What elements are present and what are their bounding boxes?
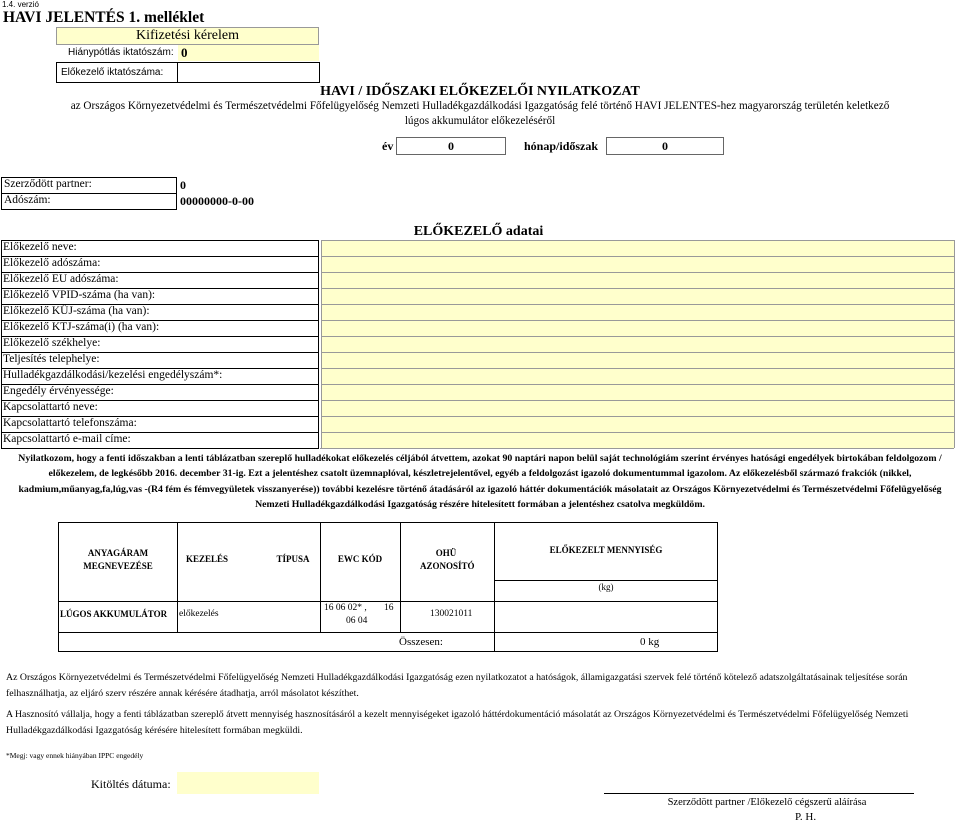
header-unit: (kg)	[598, 582, 614, 592]
header-ewc: EWC KÓD	[337, 554, 383, 564]
subtitle-line2: lúgos akkumulátor előkezeléséről	[404, 115, 556, 127]
declaration-text: Nyilatkozom, hogy a fenti időszakban a lenti táblázatban szereplő hulladékokat előkezelés céljából átvettem, azokat 90 naptári napon belül saját technológiám szerint érvényes hatósági engedélyek birtokában feldolgozom / előkezelem, de legkésőbb 2016. december 31-ig. Ezt a jelentéshez csatolt üzemnaplóval, készletrejelentővel, egyéb a feldolgozást igazoló dokumentummal igazolom. Az előkezelésből származó frakciók (nikkel, kadmium,műanyag,fa,lúg,vas -(R4 fém és fémvegyületek visszanyerése)) további kezelésre történő átadásáról az igazoló háttér dokumentációk másolatait az Országos Környezetvédelmi és Természetvédelmi Főfelügyelőség Nemzeti Hulladékgazdálkodási Igazgatóság részére hitelesített formában a jelentéshez csatolva megküldöm.	[18, 453, 942, 511]
row-ohu: 130021011	[430, 609, 473, 619]
row-ewc-line2: 06 04	[346, 616, 368, 626]
divider	[320, 522, 321, 632]
elokezelo-iktato-label: Előkezelő iktatószáma:	[61, 67, 164, 78]
field-input[interactable]	[321, 272, 955, 288]
footnote: *Megj: vagy ennek hiányában IPPC engedély	[6, 751, 144, 760]
waste-table	[58, 522, 718, 652]
section-title: ELŐKEZELŐ adatai	[413, 224, 544, 239]
elokezelo-iktato-label-box	[56, 62, 178, 83]
hianypotlas-label: Hiánypótlás iktatószám:	[68, 47, 174, 58]
field-input[interactable]	[321, 400, 955, 416]
field-label: Engedély érvényessége:	[3, 385, 114, 397]
elokezelo-iktato-field[interactable]	[178, 62, 320, 83]
divider	[494, 580, 718, 581]
main-title: HAVI / IDŐSZAKI ELŐKEZELŐI NYILATKOZAT	[320, 84, 640, 99]
divider	[58, 632, 718, 633]
divider	[1, 368, 319, 369]
divider	[1, 256, 319, 257]
row-anyagaram: LÚGOS AKKUMULÁTOR	[60, 609, 168, 619]
divider	[1, 432, 319, 433]
subtitle-line1: az Országos Környezetvédelmi és Természetvédelmi Főfelügyelőség Nemzeti Hulladékgazdálkodási Igazgatóság felé történő HAVI JELENTES-hez magyarország területén keletkező	[70, 100, 890, 112]
field-label: Előkezelő adószáma:	[3, 257, 101, 269]
divider	[1, 416, 319, 417]
field-input[interactable]	[321, 304, 955, 320]
field-label: Teljesítés telephelye:	[3, 353, 100, 365]
field-label: Előkezelő EU adószáma:	[3, 273, 119, 285]
field-label: Kapcsolattartó neve:	[3, 401, 98, 413]
row-ewc-line1: 16 06 02* ,	[324, 603, 367, 613]
kitoltes-label: Kitöltés dátuma:	[91, 777, 171, 791]
adoszam-label: Adószám:	[4, 194, 51, 206]
honap-label: hónap/időszak	[524, 139, 599, 153]
divider	[177, 522, 178, 632]
divider	[320, 448, 954, 449]
field-input[interactable]	[321, 384, 955, 400]
header-tipusa: TÍPUSA	[276, 554, 310, 564]
divider	[1, 320, 319, 321]
signature-line	[604, 793, 914, 794]
divider	[1, 400, 319, 401]
row-kezeles: előkezelés	[179, 609, 219, 619]
header-mennyiseg: ELŐKEZELT MENNYISÉG	[549, 545, 663, 555]
ev-label: év	[382, 139, 394, 153]
row-ewc-extra: 16	[384, 603, 394, 613]
total-label: Összesen:	[399, 636, 443, 648]
paragraph-hasznosito: A Hasznosító vállalja, hogy a fenti táblázatban szereplő átvett mennyiség hasznosításáról a kezelt mennyiségeket igazoló háttérdokumentáció másolatát az Országos Környezetvédelmi és Természetvédelmi Főfelügyelőség Nemzeti Hulladékgazdálkodási Igazgatóság kérésére hitelesített formában megküldi.	[6, 709, 909, 736]
request-title-box	[56, 27, 319, 45]
partner-value: 0	[180, 178, 186, 192]
field-label: Előkezelő székhelye:	[3, 337, 101, 349]
field-label: Előkezelő VPID-száma (ha van):	[3, 289, 156, 301]
divider	[1, 384, 319, 385]
hianypotlas-value: 0	[181, 45, 188, 60]
field-label: Előkezelő KTJ-száma(i) (ha van):	[3, 321, 160, 333]
header-ohu: OHÜ AZONOSÍTÓ	[420, 548, 475, 571]
field-input[interactable]	[321, 256, 955, 272]
signature-label: Szerződött partner /Előkezelő cégszerű aláírása	[667, 797, 867, 808]
field-input[interactable]	[321, 240, 955, 256]
field-input[interactable]	[321, 352, 955, 368]
divider	[1, 352, 319, 353]
adoszam-value: 00000000-0-00	[180, 194, 254, 208]
kitoltes-field[interactable]	[177, 772, 319, 794]
divider	[1, 272, 319, 273]
field-label: Kapcsolattartó telefonszáma:	[3, 417, 137, 429]
header-kezeles: KEZELÉS	[185, 554, 229, 564]
honap-field[interactable]: 0	[606, 137, 724, 155]
field-input[interactable]	[321, 336, 955, 352]
form-title: HAVI JELENTÉS 1. melléklet	[3, 9, 205, 26]
field-input[interactable]	[321, 368, 955, 384]
version-label: 1.4. verzió	[2, 0, 39, 9]
request-title: Kifizetési kérelem	[135, 28, 239, 43]
field-label: Kapcsolattartó e-mail címe:	[3, 433, 131, 445]
header-anyagaram: ANYAGÁRAM MEGNEVEZÉSE	[83, 548, 153, 571]
field-input[interactable]	[321, 432, 955, 448]
field-label: Előkezelő KÜJ-száma (ha van):	[3, 305, 150, 317]
field-input[interactable]	[321, 320, 955, 336]
divider	[400, 522, 401, 632]
field-input[interactable]	[321, 288, 955, 304]
field-label: Előkezelő neve:	[3, 241, 77, 253]
divider	[1, 336, 319, 337]
partner-label: Szerződött partner:	[4, 178, 92, 190]
field-input[interactable]	[321, 416, 955, 432]
total-value: 0 kg	[640, 636, 660, 648]
divider	[1, 304, 319, 305]
field-label: Hulladékgazdálkodási/kezelési engedélyszám*:	[3, 369, 223, 381]
row-mennyiseg[interactable]	[495, 602, 717, 632]
ph-label: P. H.	[795, 811, 817, 823]
divider	[1, 288, 319, 289]
ev-field[interactable]: 0	[396, 137, 506, 155]
hianypotlas-field[interactable]	[178, 45, 319, 61]
paragraph-data-usage: Az Országos Környezetvédelmi és Természetvédelmi Főfelügyelőség Nemzeti Hulladékgazdálkodási Igazgatóság ezen nyilatkozatot a hatóságok, államigazgatási szervek felé történő kötelező adatszolgáltatásainak teljesítése során felhasználhatja, az eljáró szerv részére annak kérésére átadhatja, arról másolatot készíthet.	[6, 672, 908, 699]
